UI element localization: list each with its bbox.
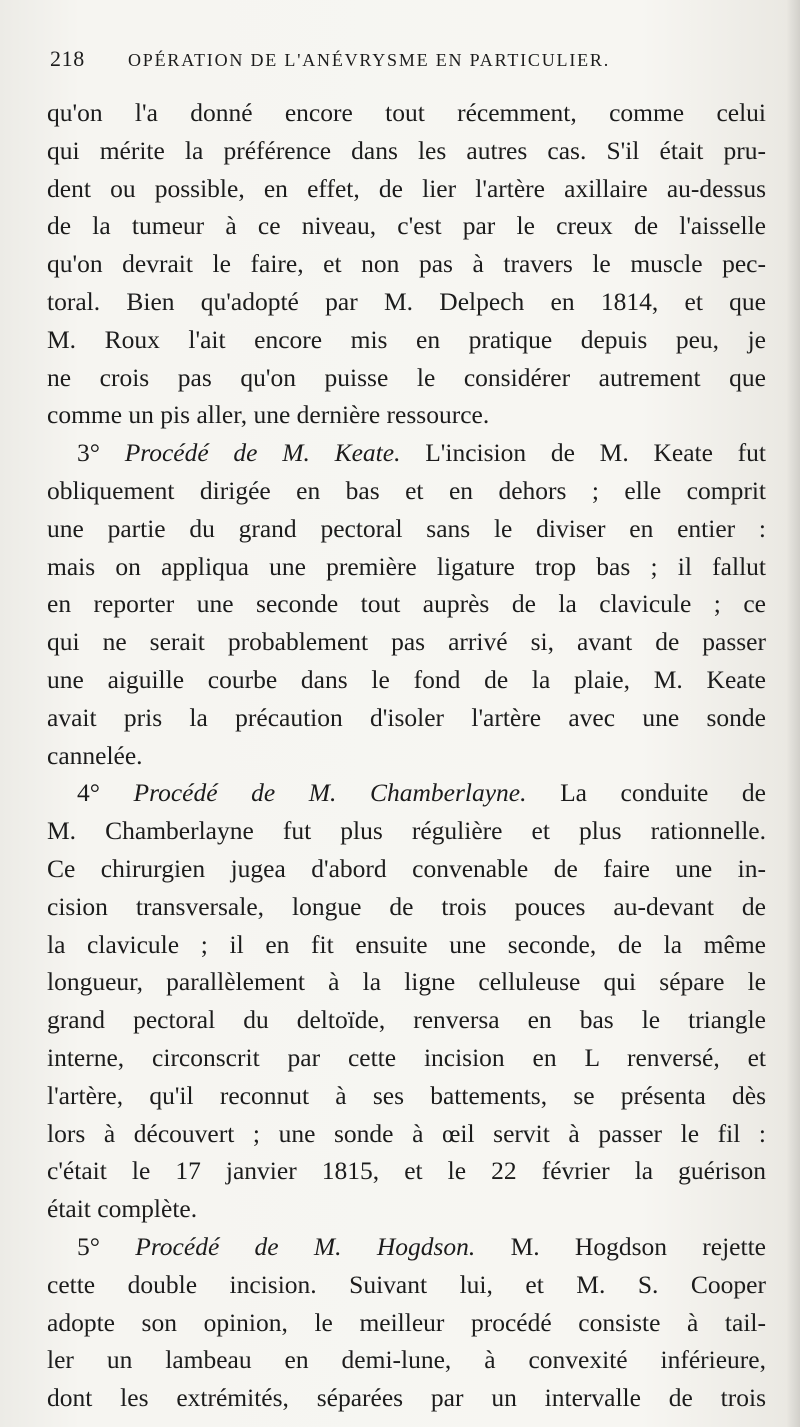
section-heading-italic: Procédé de M. Hogdson. — [135, 1231, 476, 1261]
section-heading-italic: Procédé de M. Chamberlayne. — [133, 778, 527, 808]
text-segment: longueur, parallèlement à la ligne celluleuse qui sépare le — [47, 967, 766, 997]
text-segment: ler un lambeau en demi-lune, à convexité inférieure, — [47, 1345, 766, 1375]
text-segment: la clavicule ; il en fit ensuite une seconde, de la même — [47, 929, 766, 959]
text-line — [47, 359, 766, 397]
body-text — [47, 94, 766, 1417]
text-segment: une aiguille courbe dans le fond de la plaie, M. Keate — [47, 664, 766, 694]
text-line — [47, 1039, 766, 1077]
text-segment: grand pectoral du deltoïde, renversa en bas le triangle — [47, 1005, 766, 1035]
text-segment: obliquement dirigée en bas et en dehors ; elle comprit — [47, 475, 766, 505]
text-segment: avait pris la précaution d'isoler l'artère avec une sonde — [47, 702, 766, 732]
text-segment: adopte son opinion, le meilleur procédé consiste à tail- — [47, 1307, 766, 1337]
text-segment: 5° — [77, 1231, 136, 1261]
text-line — [47, 1115, 766, 1153]
text-line — [47, 926, 766, 964]
text-line — [47, 207, 766, 245]
text-segment: cette double incision. Suivant lui, et M. S. Cooper — [47, 1269, 766, 1299]
text-segment: ne crois pas qu'on puisse le considérer autrement que — [47, 362, 766, 392]
text-segment: en reporter une seconde tout auprès de la clavicule ; ce — [47, 589, 766, 619]
text-line — [47, 170, 766, 208]
page-edge-shadow — [786, 0, 800, 1427]
page-number: 218 — [50, 46, 85, 71]
text-line — [47, 1379, 766, 1417]
text-segment: lors à découvert ; une sonde à œil servit à passer le fil : — [47, 1118, 766, 1148]
section-heading-italic: Procédé de M. Keate. — [124, 438, 401, 468]
page-header — [50, 44, 770, 78]
text-line — [47, 1341, 766, 1379]
text-line — [47, 661, 766, 699]
text-segment: La conduite de — [526, 778, 766, 808]
text-segment: comme un pis aller, une dernière ressource. — [47, 400, 490, 430]
text-segment: 4° — [77, 778, 134, 808]
text-segment: interne, circonscrit par cette incision en L renversé, et — [47, 1042, 766, 1072]
text-segment: M. Chamberlayne fut plus régulière et plus rationnelle. — [47, 816, 766, 846]
text-segment: qu'on devrait le faire, et non pas à travers le muscle pec- — [47, 249, 766, 279]
text-line — [47, 850, 766, 888]
text-line — [47, 585, 766, 623]
text-segment: M. Roux l'ait encore mis en pratique depuis peu, je — [47, 324, 766, 354]
text-segment: 3° — [77, 438, 125, 468]
text-segment: toral. Bien qu'adopté par M. Delpech en 1814, et que — [47, 286, 766, 316]
text-line — [47, 396, 766, 434]
text-line — [47, 472, 766, 510]
text-segment: dent ou possible, en effet, de lier l'artère axillaire au-dessus — [47, 173, 766, 203]
text-line — [47, 548, 766, 586]
running-title: OPÉRATION DE L'ANÉVRYSME EN PARTICULIER. — [128, 50, 611, 70]
text-line — [47, 1266, 766, 1304]
text-segment: cision transversale, longue de trois pouces au-devant de — [47, 891, 766, 921]
text-line — [47, 434, 766, 472]
text-segment: cannelée. — [47, 740, 143, 770]
text-segment: l'artère, qu'il reconnut à ses battements, se présenta dès — [47, 1080, 766, 1110]
text-segment: une partie du grand pectoral sans le diviser en entier : — [47, 513, 766, 543]
text-line — [47, 1228, 766, 1266]
text-segment: qui ne serait probablement pas arrivé si, avant de passer — [47, 627, 766, 657]
text-line — [47, 737, 766, 775]
text-line — [47, 245, 766, 283]
text-line — [47, 132, 766, 170]
text-line — [47, 1001, 766, 1039]
text-segment: qu'on l'a donné encore tout récemment, comme celui — [47, 98, 766, 127]
text-segment: était complète. — [47, 1194, 198, 1224]
text-line — [47, 623, 766, 661]
text-segment: dont les extrémités, séparées par un intervalle de trois — [47, 1383, 766, 1413]
text-line — [47, 1077, 766, 1115]
text-line — [47, 812, 766, 850]
text-line — [47, 888, 766, 926]
text-segment: mais on appliqua une première ligature trop bas ; il fallut — [47, 551, 766, 581]
text-segment: qui mérite la préférence dans les autres cas. S'il était pru- — [47, 135, 766, 165]
text-segment: Ce chirurgien jugea d'abord convenable de faire une in- — [47, 853, 766, 883]
text-line — [47, 1304, 766, 1342]
text-segment: M. Hogdson rejette — [475, 1231, 766, 1261]
text-segment: L'incision de M. Keate fut — [400, 438, 766, 468]
text-segment: c'était le 17 janvier 1815, et le 22 février la guérison — [47, 1156, 766, 1186]
text-line — [47, 963, 766, 1001]
text-line — [47, 1152, 766, 1190]
text-line — [47, 1190, 766, 1228]
text-line — [47, 774, 766, 812]
text-line — [47, 283, 766, 321]
text-line — [47, 321, 766, 359]
text-line — [47, 699, 766, 737]
text-line — [47, 510, 766, 548]
text-line — [47, 94, 766, 132]
text-segment: de la tumeur à ce niveau, c'est par le creux de l'aisselle — [47, 211, 766, 241]
